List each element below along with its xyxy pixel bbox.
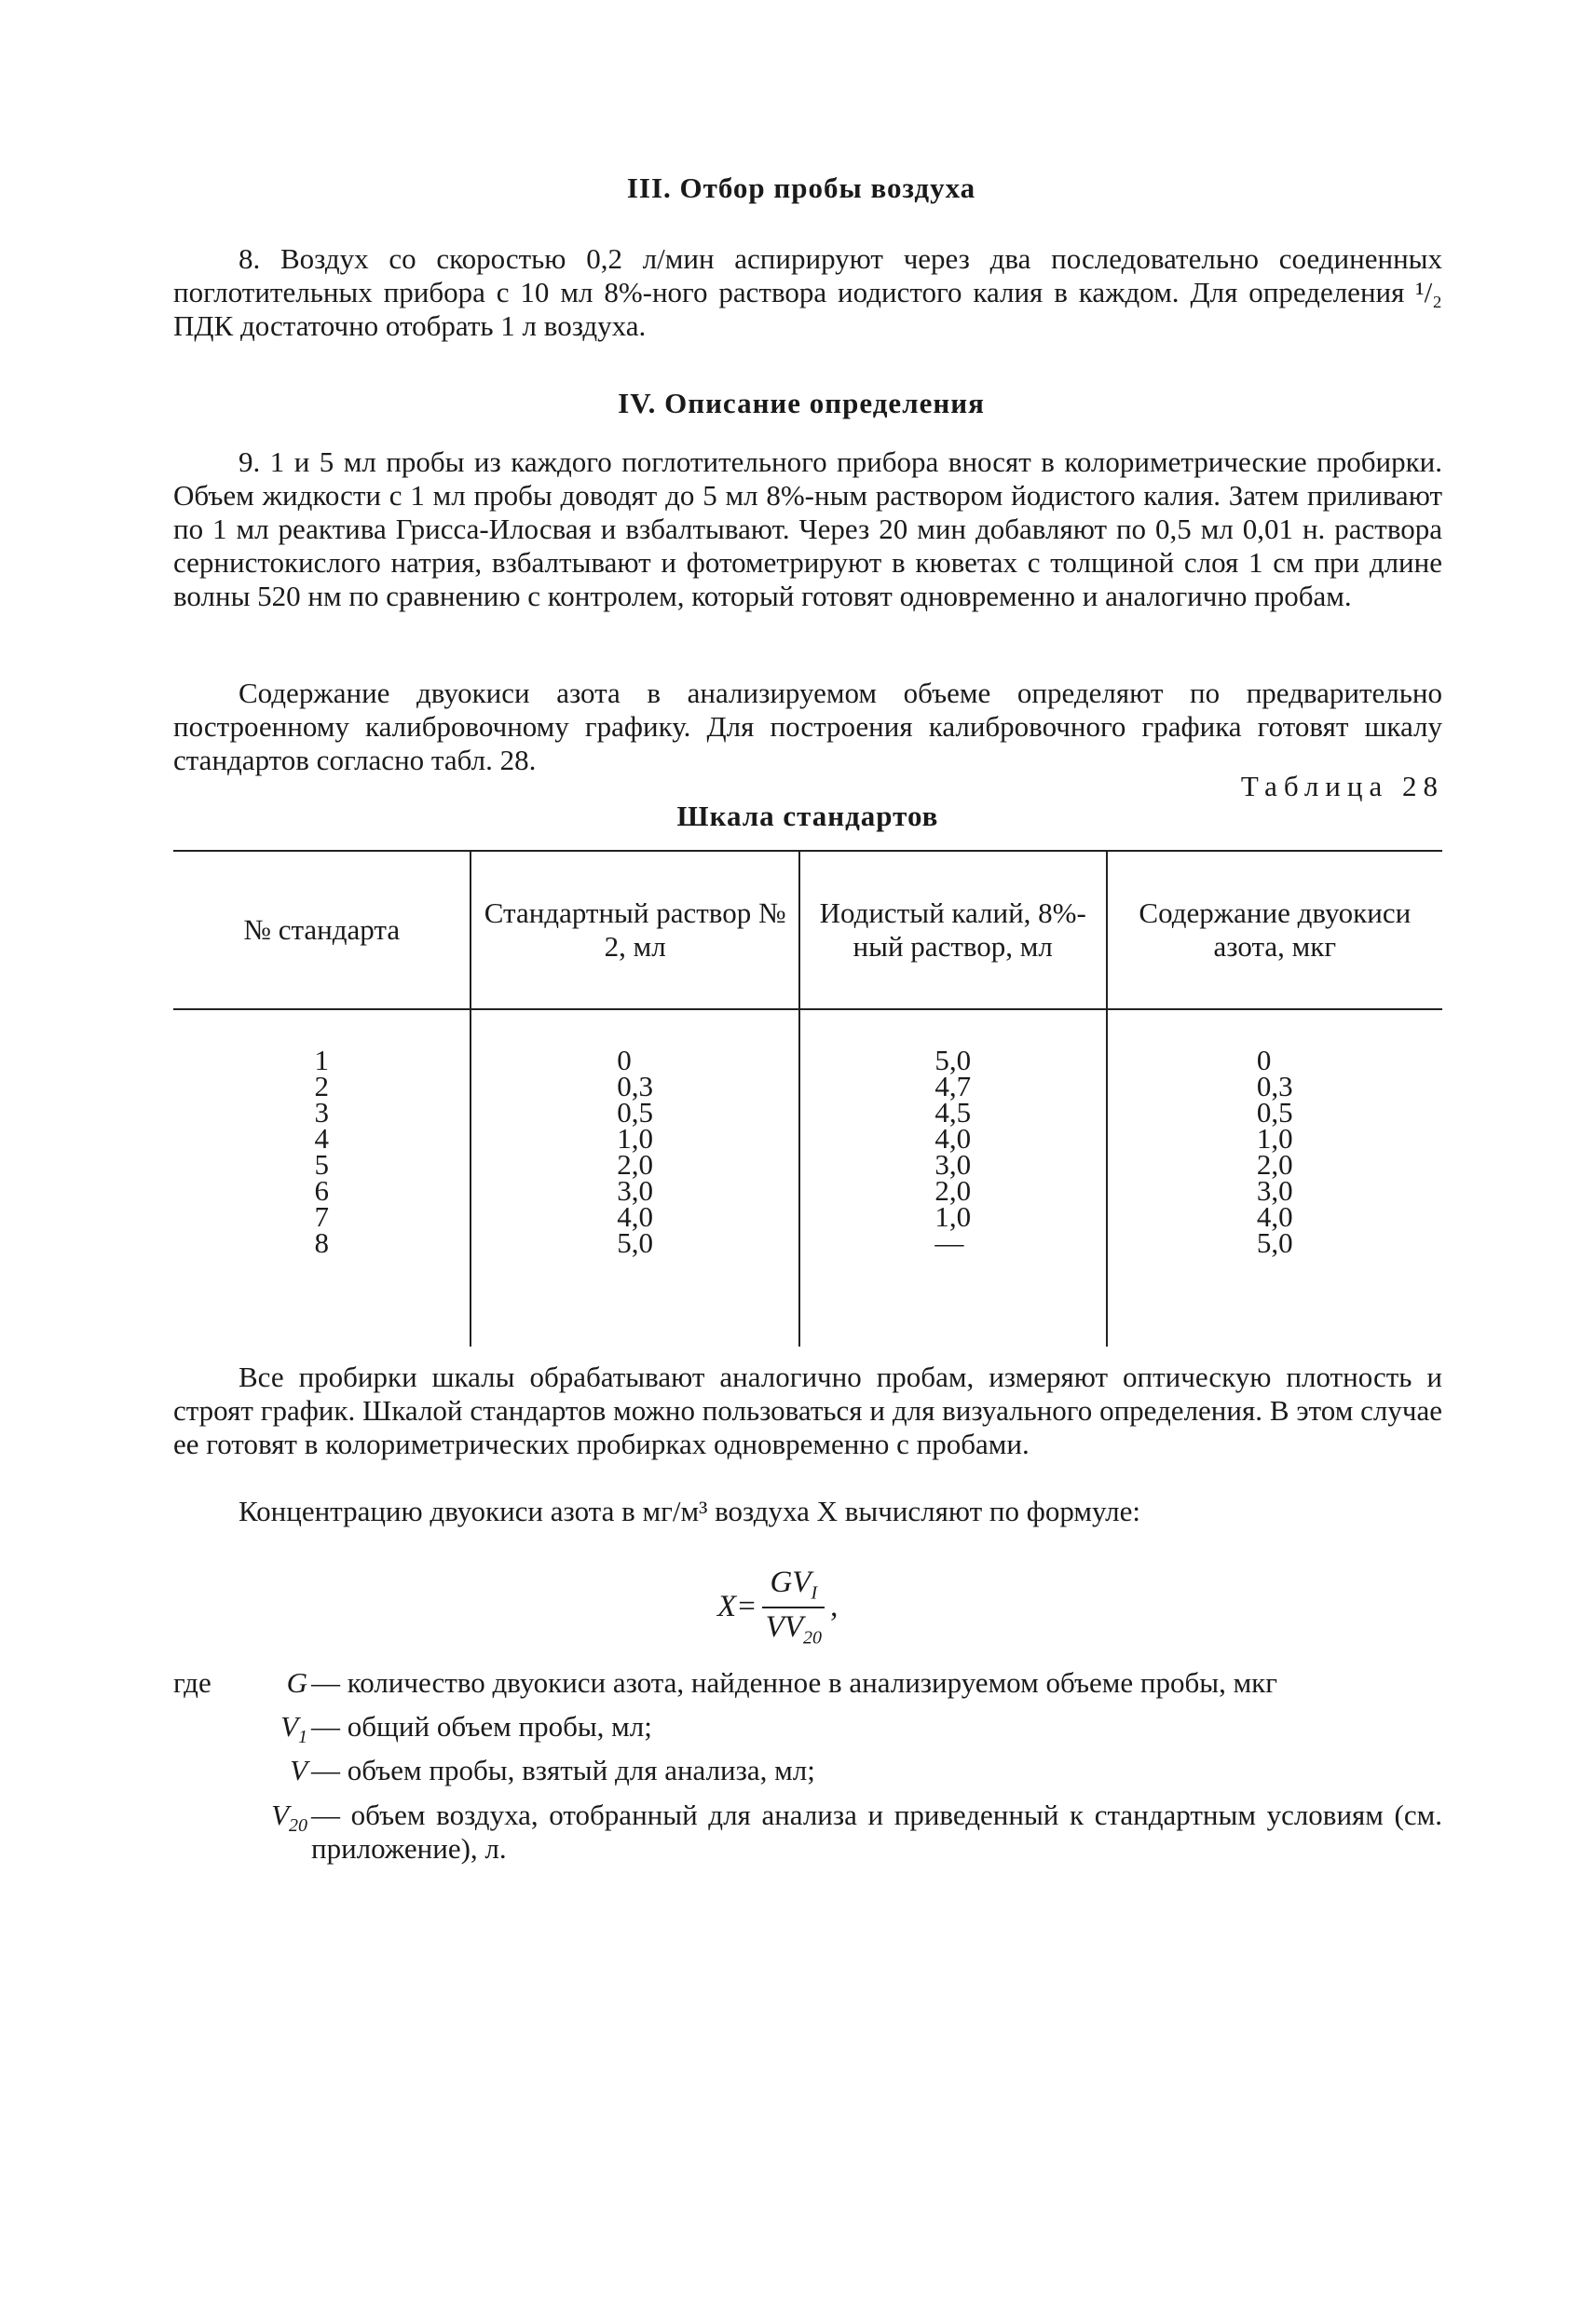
definition-row	[173, 1799, 1442, 1866]
table-cell: 2,0	[1256, 1148, 1293, 1181]
table-body-row	[173, 1009, 1442, 1347]
table-cell: 0,5	[617, 1096, 654, 1129]
table-cell: —	[934, 1226, 964, 1259]
definition-symbol: G	[286, 1666, 307, 1699]
definition-row	[173, 1666, 1442, 1710]
table-cell: 4,7	[934, 1070, 972, 1102]
table-cell: 1,0	[1256, 1122, 1293, 1155]
formula-num-g: G	[770, 1566, 793, 1599]
column-standard-solution	[471, 1009, 798, 1347]
definition-text: — объем пробы, взятый для анализа, мл;	[311, 1754, 815, 1787]
table-cell: 0	[617, 1044, 632, 1076]
table-cell: 5,0	[1256, 1226, 1293, 1259]
table-cell: 3,0	[934, 1148, 972, 1181]
formula-lhs: X=	[717, 1590, 757, 1624]
formula-num-v: V	[792, 1566, 812, 1599]
paragraph-10: Содержание двуокиси азота в анализируемом объеме определяют по предварительно построенному калибровочному графику. Для построения калибровочного графика готовят шкалу стандартов согласно табл. 28.	[173, 677, 1442, 776]
table-cell: 3,0	[1256, 1174, 1293, 1207]
list-standard-number	[314, 1044, 329, 1259]
table-cell: 4,5	[934, 1096, 972, 1129]
formula-den-v1: V	[765, 1609, 784, 1644]
definition-row	[173, 1710, 1442, 1754]
paragraph-9: 9. 1 и 5 мл пробы из каждого поглотительного прибора вносят в колориметрические пробирки. Объем жидкости с 1 мл пробы доводят до 5 мл 8%-ным раствором йодистого калия. Затем приливают по 1 мл реактива Грисса-Илосвая и взбалтывают. Через 20 мин добавляют по 0,5 мл 0,01 н. раствора сернистокислого натрия, взбалтывают и фотометрируют в кюветах с толщиной слоя 1 см при длине волны 520 нм по сравнению с контролем, который готовят одновременно и аналогично пробам.	[173, 445, 1442, 612]
formula-den-v2: V	[784, 1609, 803, 1644]
header-standard-solution: Стандартный раствор № 2, мл	[471, 851, 798, 1009]
formula-num-sub: I	[811, 1582, 818, 1604]
definition-symbol: $V_1$	[280, 1710, 307, 1748]
table-cell: 8	[314, 1226, 329, 1259]
table-cell: 0,5	[1256, 1096, 1293, 1129]
table-cell: 0,3	[617, 1070, 654, 1102]
table-cell: 4,0	[617, 1200, 654, 1233]
table-cell: 0,3	[1256, 1070, 1293, 1102]
definition-text: — общий объем пробы, мл;	[311, 1710, 652, 1744]
table-cell: 5	[314, 1148, 329, 1181]
table-header-row	[173, 851, 1442, 1009]
table-cell: 1,0	[617, 1122, 654, 1155]
section-3-heading: III. Отбор пробы воздуха	[626, 171, 976, 204]
table-cell: 6	[314, 1174, 329, 1207]
header-potassium-iodide: Иодистый калий, 8%-ный раствор, мл	[799, 851, 1107, 1009]
formula-numerator	[762, 1566, 825, 1608]
paragraph-12: Концентрацию двуокиси азота в мг/м³ воздуха X вычисляют по формуле:	[239, 1495, 1140, 1527]
table-cell: 5,0	[934, 1044, 972, 1076]
section-4-heading: IV. Описание определения	[618, 387, 985, 419]
table-cell: 2,0	[617, 1148, 654, 1181]
column-nitrogen-dioxide-content	[1107, 1009, 1442, 1347]
variable-definitions	[173, 1666, 1442, 1866]
table-number: Таблица 28	[1240, 770, 1444, 802]
where-lead: где	[173, 1666, 211, 1699]
paragraph-8: 8. Воздух со скоростью 0,2 л/мин аспирируют через два последовательно соединенных поглотительных прибора с 10 мл 8%-ного раствора иодистого калия в каждом. Для определения ¹/₂ ПДК достаточно отобрать 1 л воздуха.	[173, 242, 1442, 342]
table-cell: 0	[1256, 1044, 1272, 1076]
formula-denominator	[766, 1608, 822, 1649]
table-cell: 4	[314, 1122, 329, 1155]
table-cell: 4,0	[1256, 1200, 1293, 1233]
header-nitrogen-dioxide-content: Содержание двуокиси азота, мкг	[1107, 851, 1442, 1009]
table-cell: 7	[314, 1200, 329, 1233]
table-cell: 1,0	[934, 1200, 972, 1233]
list-nitrogen-dioxide-content	[1256, 1044, 1293, 1259]
table-cell: 3,0	[617, 1174, 654, 1207]
formula-fraction	[762, 1566, 825, 1648]
table-cell: 2	[314, 1070, 329, 1102]
definition-text: — количество двуокиси азота, найденное в анализируемом объеме пробы, мкг	[311, 1666, 1277, 1699]
standards-table	[173, 850, 1442, 1347]
table-cell: 1	[314, 1044, 329, 1076]
header-standard-number: № стандарта	[173, 851, 471, 1009]
column-potassium-iodide	[799, 1009, 1107, 1347]
table-title: Шкала стандартов	[676, 800, 939, 832]
list-potassium-iodide	[934, 1044, 972, 1259]
concentration-formula	[717, 1566, 838, 1648]
definition-text: — объем воздуха, отобранный для анализа и приведенный к стандартным условиям (см. приложение), л.	[311, 1798, 1442, 1865]
list-standard-solution	[617, 1044, 654, 1259]
definition-symbol: V	[290, 1754, 307, 1787]
definition-symbol: $V_{20}$	[271, 1798, 307, 1836]
definition-row	[173, 1754, 1442, 1798]
column-standard-number	[173, 1009, 471, 1347]
formula-tail: ,	[830, 1590, 839, 1624]
formula-den-sub: 20	[802, 1627, 822, 1648]
table-cell: 5,0	[617, 1226, 654, 1259]
table-cell: 3	[314, 1096, 329, 1129]
table-cell: 2,0	[934, 1174, 972, 1207]
paragraph-11: Все пробирки шкалы обрабатывают аналогично пробам, измеряют оптическую плотность и строят график. Шкалой стандартов можно пользоваться и для визуального определения. В этом случае ее готовят в колориметрических пробирках одновременно с пробами.	[173, 1361, 1442, 1460]
table-cell: 4,0	[934, 1122, 972, 1155]
